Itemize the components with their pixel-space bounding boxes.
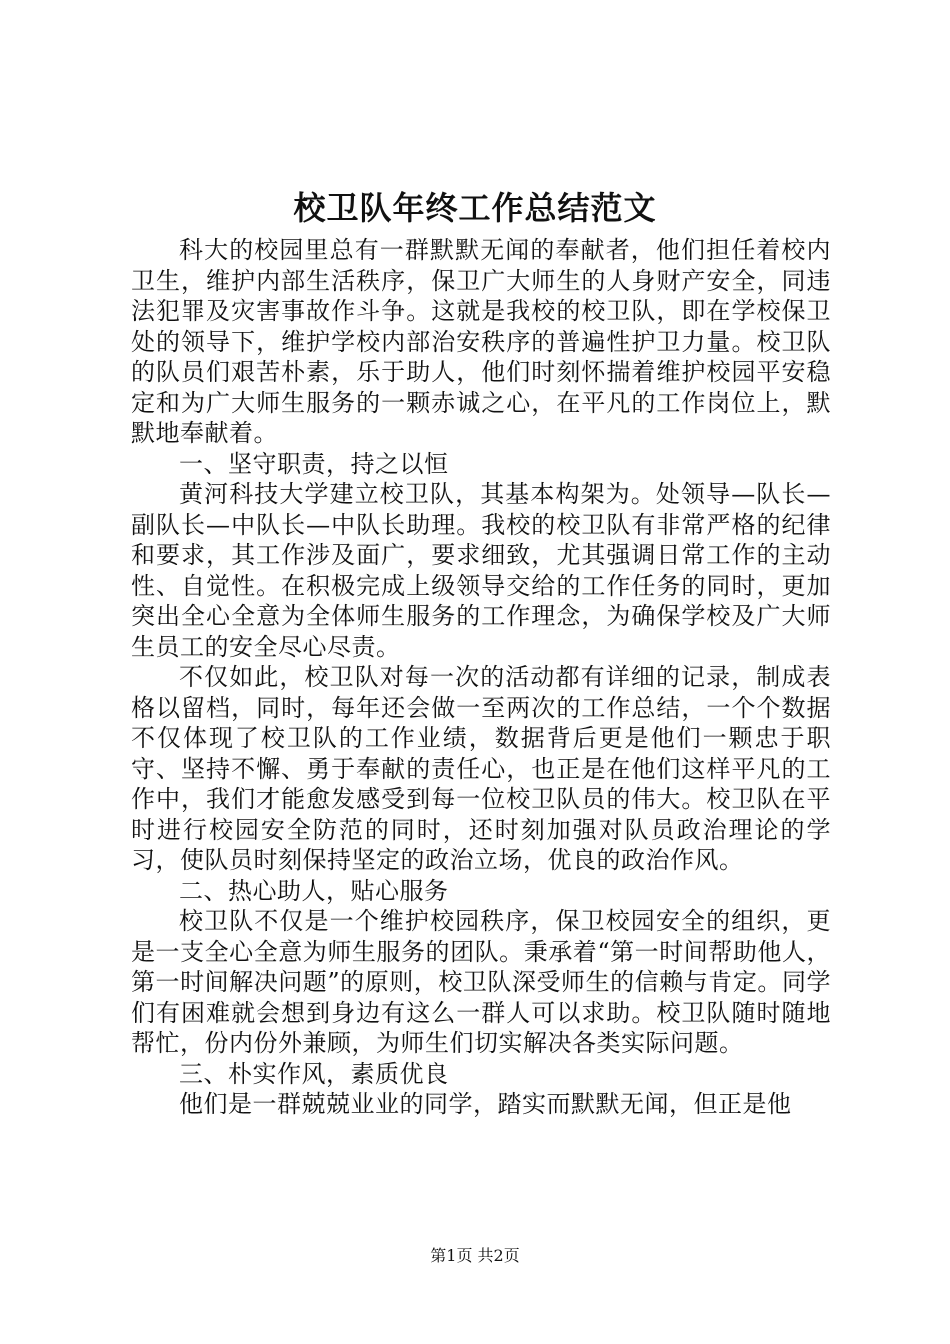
page-footer: 第1页 共2页 [430, 1246, 520, 1265]
paragraph-character: 他们是一群兢兢业业的同学，踏实而默默无闻，但正是他 [179, 1090, 792, 1118]
document-body [131, 235, 831, 1120]
paragraph-intro: 科大的校园里总有一群默默无闻的奉献者，他们担任着校内卫生，维护内部生活秩序，保卫广大师生的人身财产安全，同违法犯罪及灾害事故作斗争。这就是我校的校卫队，即在学校保卫处的领导下，维护学校内部治安秩序的普遍性护卫力量。校卫队的队员们艰苦朴素，乐于助人，他们时刻怀揣着维护校园平安稳定和为广大师生服务的一颗赤诚之心，在平凡的工作岗位上，默默地奉献着。 [131, 236, 831, 447]
section-heading-3: 三、朴实作风，素质优良 [179, 1059, 449, 1088]
paragraph-structure: 黄河科技大学建立校卫队，其基本构架为。处领导—队长—副队长—中队长—中队长助理。我校的校卫队有非常严格的纪律和要求，其工作涉及面广，要求细致，尤其强调日常工作的主动性、自觉性。在积极完成上级领导交给的工作任务的同时，更加突出全心全意为全体师生服务的工作理念，为确保学校及广大师生员工的安全尽心尽责。 [131, 480, 831, 661]
document-title: 校卫队年终工作总结范文 [293, 189, 657, 227]
paragraph-service: 校卫队不仅是一个维护校园秩序，保卫校园安全的组织，更是一支全心全意为师生服务的团队。秉承着“第一时间帮助他人，第一时间解决问题”的原则，校卫队深受师生的信赖与肯定。同学们有困难就会想到身边有这么一群人可以求助。校卫队随时随地帮忙，份内份外兼顾，为师生们切实解决各类实际问题。 [131, 907, 831, 1057]
section-heading-1: 一、坚守职责，持之以恒 [179, 449, 449, 478]
paragraph-records: 不仅如此，校卫队对每一次的活动都有详细的记录，制成表格以留档，同时，每年还会做一至两次的工作总结，一个个数据不仅体现了校卫队的工作业绩，数据背后更是他们一颗忠于职守、坚持不懈、勇于奉献的责任心，也正是在他们这样平凡的工作中，我们才能愈发感受到每一位校卫队员的伟大。校卫队在平时进行校园安全防范的同时，还时刻加强对队员政治理论的学习，使队员时刻保持坚定的政治立场，优良的政治作风。 [131, 663, 831, 874]
section-heading-2: 二、热心助人，贴心服务 [179, 876, 449, 905]
